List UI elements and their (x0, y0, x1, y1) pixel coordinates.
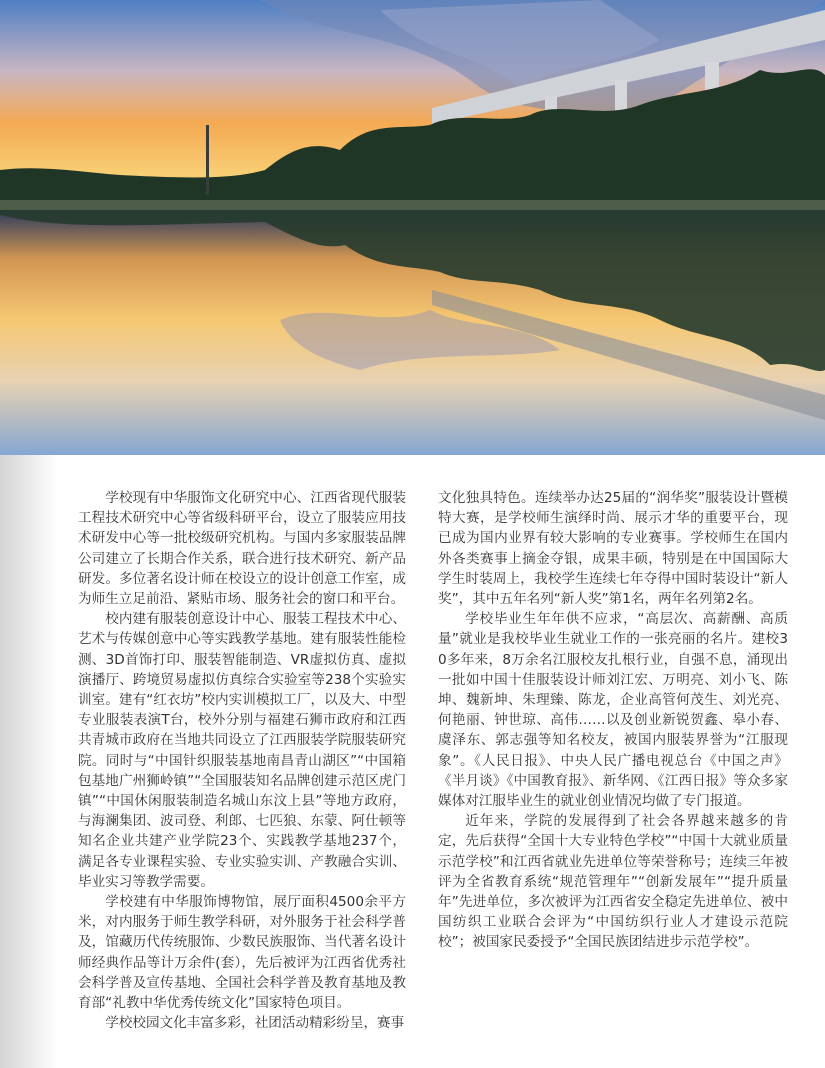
campus-lake-illustration (0, 0, 825, 455)
shoreline (0, 200, 825, 210)
paragraph: 学校校园文化丰富多彩，社团活动精彩纷呈，赛事 (105, 1015, 405, 1032)
utility-pole (206, 125, 209, 195)
paragraph: 学校建有中华服饰博物馆，展厅面积4500余平方米，对内服务于师生教学科研，对外服务于社会科学普及，馆藏历代传统服饰、少数民族服饰、当代著名设计师经典作品等计万余件(套），先后被评为江西省优秀社会科学普及宣传基地、全国社会科学普及教育基地及教育部“礼教中华优秀传统文化”国家特色项目。 (78, 894, 406, 1012)
paragraph: 近年来，学院的发展得到了社会各界越来越多的肯定，先后获得“全国十大专业特色学校”“中国十大就业质量示范学校”和江西省就业先进单位等荣誉称号；连续三年被评为全省教育系统“规范管理年”“创新发展年”“提升质量年”先进单位，多次被评为江西省安全稳定先进单位、被中国纺织工业联合会评为“中国纺织行业人才建设示范院校”；被国家民委授予“全国民族团结进步示范学校”。 (438, 813, 788, 951)
page-fold-shadow (0, 455, 58, 1068)
paragraph: 学校毕业生年年供不应求，“高层次、高薪酬、高质量”就业是我校毕业生就业工作的一张亮丽的名片。建校30多年来，8万余名江服校友扎根行业，自强不息，涌现出一批如中国十佳服装设计师刘江宏、万明亮、刘小飞、陈坤、魏新坤、朱理臻、陈龙，企业高管何茂生、刘光亮、何艳丽、钟世琼、高伟……以及创业新锐贺鑫、皋小春、虞泽东、郭志强等知名校友，被国内服装界誉为“江服现象”。《人民日报》、中央人民广播电视总台《中国之声》《半月谈》《中国教育报》、新华网、《江西日报》等众多家媒体对江服毕业生的就业创业情况均做了专门报道。 (438, 611, 788, 810)
paragraph: 校内建有服装创意设计中心、服装工程技术中心、艺术与传媒创意中心等实践教学基地。建有服装性能检测、3D首饰打印、服装智能制造、VR虚拟仿真、虚拟演播厅、跨境贸易虚拟仿真综合实验室等238个实验实训室。建有“红衣坊”校内实训模拟工厂，以及大、中型专业服装表演T台，校外分别与福建石狮市政府和江西共青城市政府在当地共同设立了江西服装学院服装研究院。同时与“中国针织服装基地南昌青山湖区”“中国箱包基地广州狮岭镇”“全国服装知名品牌创建示范区虎门镇”“中国休闲服装制造名城山东汶上县”等地方政府，与海澜集团、波司登、利郎、七匹狼、东蒙、阿仕顿等知名企业共建产业学院23个、实践教学基地237个，满足各专业课程实验、专业实验实训、产教融合实训、毕业实习等教学需要。 (78, 611, 406, 890)
campus-lake-photo (0, 0, 825, 455)
paragraph: 学校现有中华服饰文化研究中心、江西省现代服装工程技术研究中心等省级科研平台，设立了服装应用技术研发中心等一批校级研究机构。与国内多家服装品牌公司建立了长期合作关系，联合进行技术研究、新产品研发。多位著名设计师在校设立的设计创意工作室，成为师生立足前沿、紧贴市场、服务社会的窗口和平台。 (78, 490, 406, 608)
article-right-column (438, 488, 788, 953)
paragraph-continued: 文化独具特色。连续举办达25届的“润华奖”服装设计暨模特大赛，是学校师生演绎时尚、展示才华的重要平台，现已成为国内业界有较大影响的专业赛事。学校师生在国内外各类赛事上摘金夺银，成果丰硕，特别是在中国国际大学生时装周上，我校学生连续七年夺得中国时装设计“新人奖”，其中五年名列“新人奖”第1名，两年名列第2名。 (438, 490, 788, 608)
article-left-column (78, 488, 406, 1033)
